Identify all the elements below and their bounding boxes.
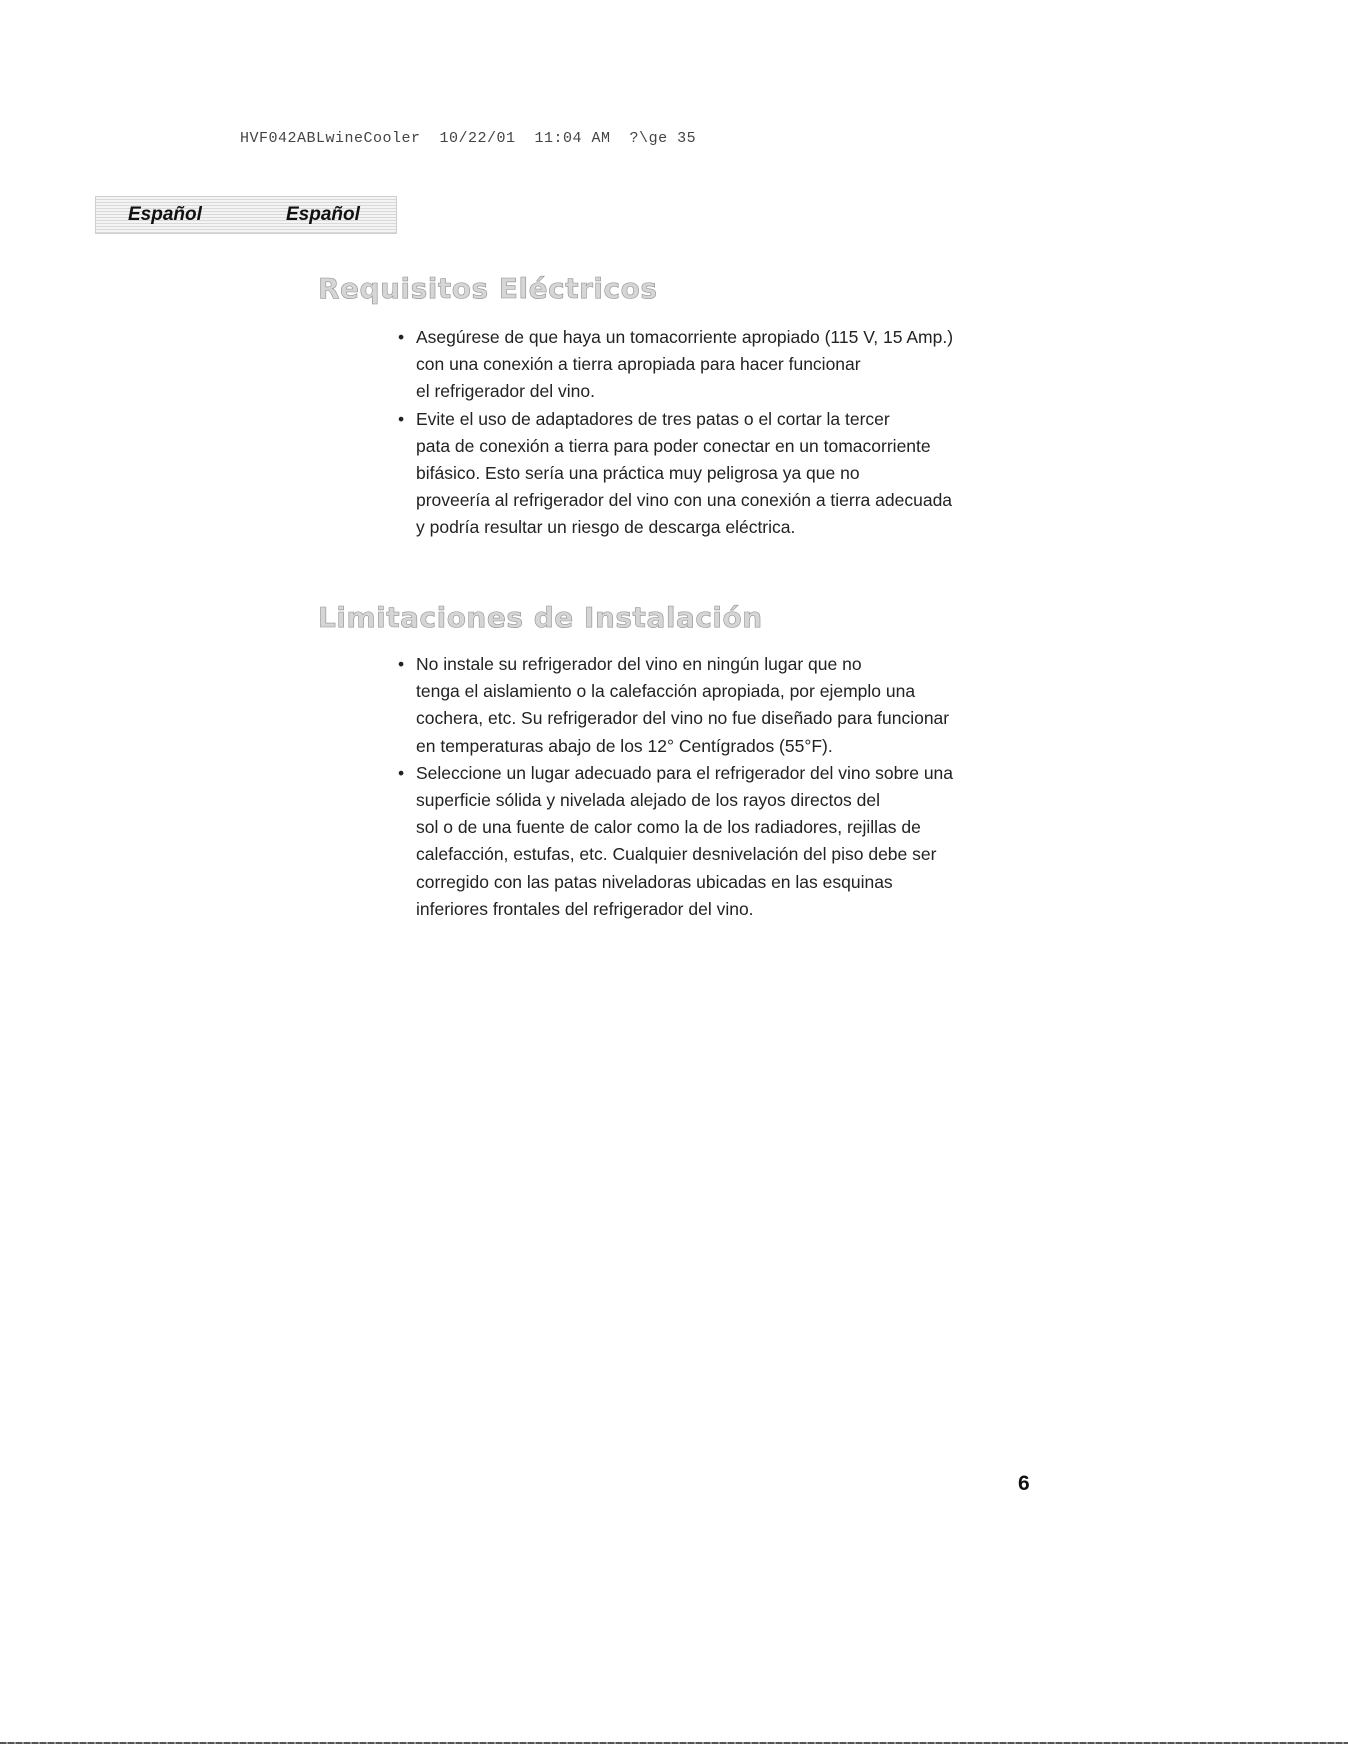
text-line: sol o de una fuente de calor como la de los radiadores, rejillas de	[416, 817, 921, 838]
page-bottom-rule	[0, 1742, 1348, 1744]
text-line: pata de conexión a tierra para poder conectar en un tomacorriente	[416, 435, 931, 456]
list-item	[398, 760, 1038, 923]
text-line: No instale su refrigerador del vino en ningún lugar que no	[416, 654, 862, 674]
text-line: y podría resultar un riesgo de descarga eléctrica.	[416, 517, 796, 538]
language-tab	[95, 196, 397, 234]
installation-limitations-list	[398, 651, 1038, 923]
electrical-requirements-list	[398, 324, 1038, 542]
text-line: proveería al refrigerador del vino con una conexión a tierra adecuada	[416, 490, 953, 511]
bullet-icon: •	[398, 408, 405, 429]
bullet-icon: •	[398, 327, 405, 347]
list-item	[398, 406, 1038, 542]
list-item	[398, 324, 1038, 406]
section-title-installation-limitations: Limitaciones de Instalación	[318, 601, 763, 634]
text-line: el refrigerador del vino.	[416, 381, 595, 402]
bullet-icon: •	[398, 762, 405, 783]
bullet-icon: •	[398, 654, 405, 674]
page-number: 6	[1018, 1472, 1030, 1495]
text-line: con una conexión a tierra apropiada para hacer funcionar	[416, 354, 861, 375]
text-line: cochera, etc. Su refrigerador del vino no fue diseñado para funcionar	[416, 708, 950, 729]
text-line: calefacción, estufas, etc. Cualquier desnivelación del piso debe ser	[416, 844, 937, 865]
text-line: tenga el aislamiento o la calefacción apropiada, por ejemplo una	[416, 681, 916, 702]
print-header: HVF042ABLwineCooler 10/22/01 11:04 AM ?\ge 35	[240, 130, 697, 147]
text-line: en temperaturas abajo de los 12° Centígrados (55°F).	[416, 735, 833, 756]
text-line: corregido con las patas niveladoras ubicadas en las esquinas	[416, 871, 893, 892]
text-line: superficie sólida y nivelada alejado de los rayos directos del	[416, 790, 881, 811]
text-line: Asegúrese de que haya un tomacorriente apropiado (115 V, 15 Amp.)	[416, 327, 954, 347]
text-line: Evite el uso de adaptadores de tres patas o el cortar la tercer	[416, 408, 890, 429]
text-line: Seleccione un lugar adecuado para el refrigerador del vino sobre una	[416, 762, 954, 783]
text-line: inferiores frontales del refrigerador del vino.	[416, 898, 754, 919]
language-label: Español	[128, 204, 202, 225]
list-item	[398, 651, 1038, 760]
text-line: bifásico. Esto sería una práctica muy peligrosa ya que no	[416, 463, 860, 484]
language-label: Español	[286, 204, 360, 225]
section-title-electrical-requirements: Requisitos Eléctricos	[318, 272, 658, 305]
